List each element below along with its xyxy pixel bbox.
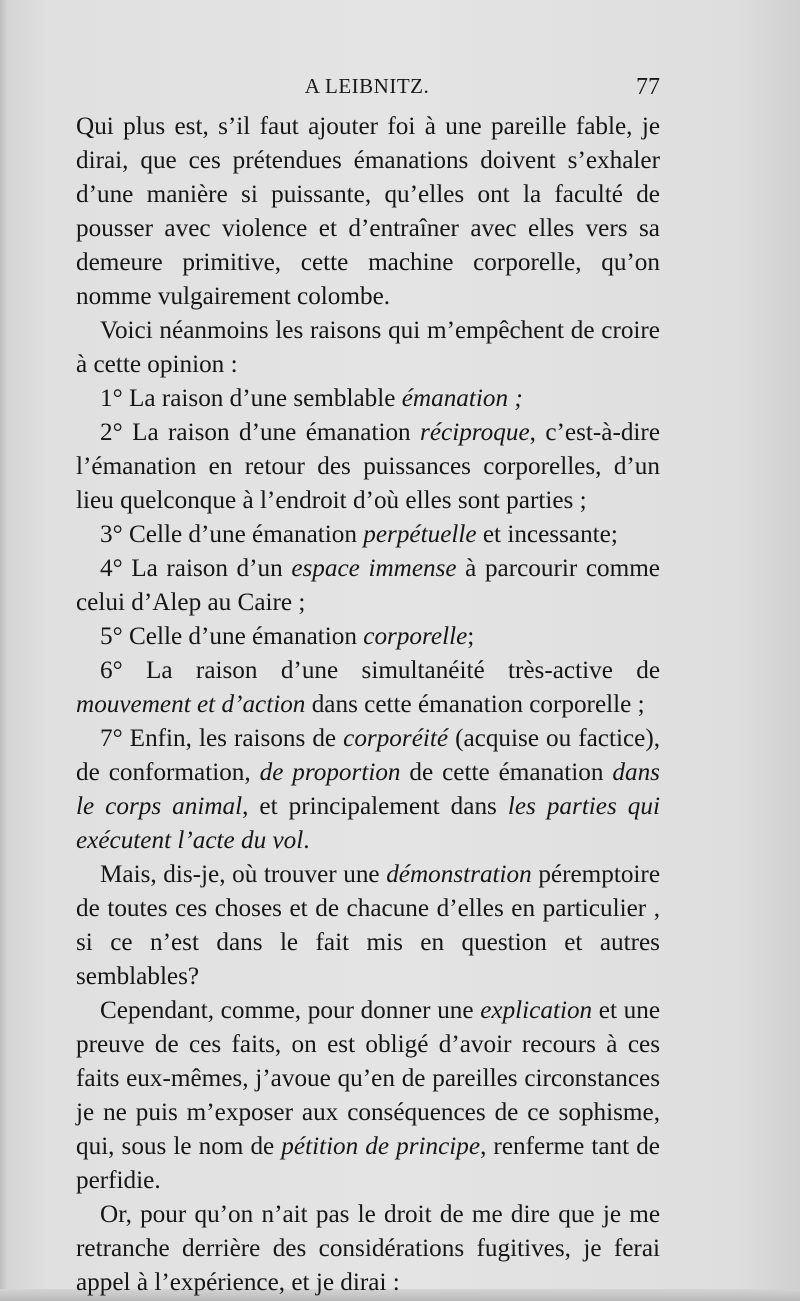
paragraph <box>76 314 660 382</box>
text-segment: Voici néanmoins les raisons qui m’empêchent de croire à cette opinion : <box>76 317 660 378</box>
italic-text: dans le corps animal <box>76 759 660 820</box>
italic-text: réciproque <box>420 419 530 446</box>
text-segment: 7° Enfin, les raisons de <box>100 725 344 752</box>
page-number: 77 <box>636 74 660 100</box>
italic-text: corporéité <box>343 725 449 752</box>
italic-text: perpétuelle <box>363 521 477 548</box>
italic-text: explication <box>480 997 593 1024</box>
italic-text: corporelle <box>363 623 468 650</box>
paragraph <box>76 382 660 416</box>
paragraph <box>76 552 660 620</box>
italic-text: démonstration <box>386 861 532 888</box>
text-segment: (acquise ou factice), de conformation, <box>76 725 661 786</box>
text-segment: péremptoire de toutes ces choses et de chacune d’elles en particulier , si ce n’est dans le fait mis en question et autres semblables? <box>76 861 660 990</box>
italic-text: de proportion <box>259 759 401 786</box>
paragraph <box>76 994 660 1198</box>
paragraph <box>76 1198 660 1300</box>
text-segment: . <box>303 827 310 854</box>
text-segment: ; <box>467 623 475 650</box>
text-segment: et incessante; <box>476 521 618 548</box>
text-segment: 3° Celle d’une émanation <box>100 521 364 548</box>
italic-text: les parties qui exécutent l’acte du vol <box>76 793 660 854</box>
body-text <box>76 110 660 1300</box>
text-segment: 4° La raison d’un <box>100 555 292 582</box>
text-segment: 6° La raison d’une simultanéité très-active de <box>100 657 660 684</box>
paragraph <box>76 416 660 518</box>
page-left-edge <box>0 0 8 1301</box>
italic-text: pétition de principe <box>281 1133 481 1160</box>
page-header <box>74 74 660 104</box>
italic-text: mouvement et d’action <box>76 691 306 718</box>
italic-text: émanation ; <box>401 385 523 412</box>
text-segment: à parcourir comme celui d’Alep au Caire ; <box>76 555 660 616</box>
text-segment: 5° Celle d’une émanation <box>100 623 364 650</box>
paragraph <box>76 858 660 994</box>
text-segment: , et principalement dans <box>242 793 508 820</box>
text-segment: , c’est-à-dire l’émanation en retour des puissances corporelles, d’un lieu quelconque à l’endroit d’où elles sont parties ; <box>76 419 660 514</box>
text-segment: Qui plus est, s’il faut ajouter foi à une pareille fable, je dirai, que ces prétendues émanations doivent s’exhaler d’une manière si puissante, qu’elles ont la faculté de pousser avec violence et d’entraîner avec elles vers sa demeure primitive, cette machine corporelle, qu’on nomme vulgairement colombe. <box>76 113 660 310</box>
paragraph <box>76 722 660 858</box>
text-segment: , renferme tant de perfidie. <box>76 1133 660 1194</box>
text-segment: dans cette émanation corporelle ; <box>305 691 645 718</box>
text-segment: Or, pour qu’on n’ait pas le droit de me dire que je me retranche derrière des considérations fugitives, je ferai appel à l’expérience, et je dirai : <box>76 1201 660 1296</box>
text-segment: de cette émanation <box>400 759 613 786</box>
text-segment: et une preuve de ces faits, on est obligé d’avoir recours à ces faits eux-mêmes, j’avoue qu’en de pareilles circonstances je ne puis m’exposer aux conséquences de ce sophisme, qui, sous le nom de <box>76 997 661 1160</box>
text-segment: Cependant, comme, pour donner une <box>100 997 481 1024</box>
italic-text: espace immense <box>291 555 457 582</box>
text-segment: Mais, dis-je, où trouver une <box>100 861 387 888</box>
paragraph <box>76 110 660 314</box>
text-segment: 1° La raison d’une semblable <box>100 385 402 412</box>
paragraph <box>76 518 660 552</box>
paragraph <box>76 620 660 654</box>
text-segment: 2° La raison d’une émanation <box>100 419 421 446</box>
paragraph <box>76 654 660 722</box>
running-title: A LEIBNITZ. <box>304 74 430 98</box>
